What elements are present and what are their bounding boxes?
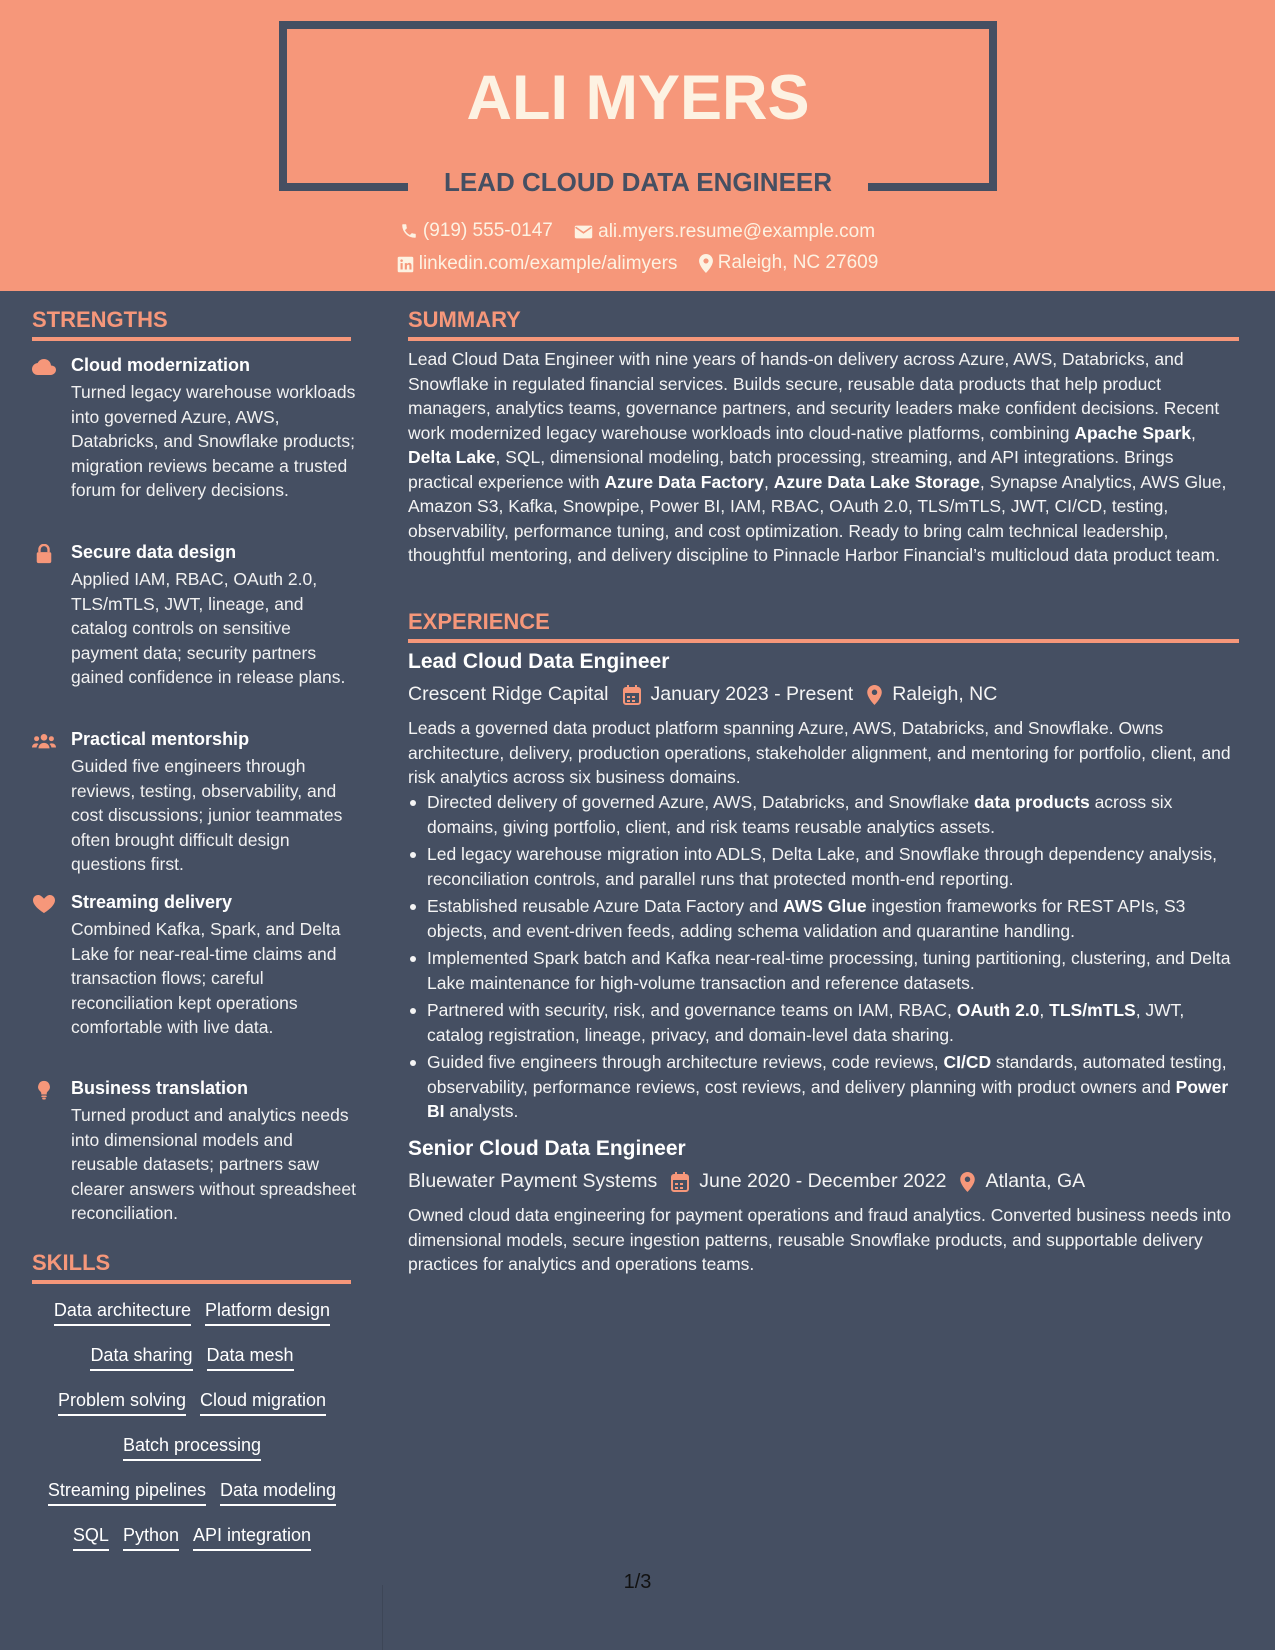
candidate-name: ALI MYERS (466, 63, 810, 133)
list-item: Partnered with security, risk, and governance teams on IAM, RBAC, OAuth 2.0, TLS/mTLS, JWT, catalog registration, lineage, privacy, and domain-level data sharing. (408, 998, 1238, 1047)
envelope-icon (574, 224, 593, 240)
skill-row (32, 1345, 352, 1371)
skill-tag: Data mesh (207, 1345, 294, 1371)
skill-tag: Python (123, 1525, 179, 1551)
skill-row (32, 1435, 352, 1461)
skill-tag: Streaming pipelines (48, 1480, 206, 1506)
list-item: Guided five engineers through architecture reviews, code reviews, CI/CD standards, automated testing, observability, performance reviews, cost reviews, and delivery planning with product owners and Power BI analysts. (408, 1050, 1238, 1124)
experience-heading: EXPERIENCE (408, 609, 550, 634)
list-item: Led legacy warehouse migration into ADLS, Delta Lake, and Snowflake through dependency analysis, reconciliation controls, and parallel runs that protected month-end reporting. (408, 842, 1238, 891)
contact-row-1 (0, 220, 1275, 246)
summary-heading: SUMMARY (408, 307, 521, 332)
contact-location: Raleigh, NC 27609 (699, 252, 879, 274)
job-dates: June 2020 - December 2022 (699, 1170, 947, 1192)
lightbulb-icon (32, 1080, 56, 1100)
strengths-rule (32, 337, 351, 341)
job-description: Owned cloud data engineering for payment operations and fraud analytics. Converted business needs into dimensional models, secure ingestion patterns, reusable Snowflake products, and supportable delivery practices for analytics and operations teams. (408, 1205, 1232, 1274)
skill-row (32, 1300, 352, 1326)
contact-linkedin[interactable]: linkedin.com/example/alimyers (397, 253, 678, 275)
list-item: Implemented Spark batch and Kafka near-real-time processing, tuning partitioning, clustering, and Delta Lake maintenance for high-volume transaction and reference datasets. (408, 946, 1238, 995)
job-title: Senior Cloud Data Engineer (408, 1137, 686, 1160)
skill-tag: Batch processing (123, 1435, 261, 1461)
skill-row (32, 1525, 352, 1551)
job-location: Atlanta, GA (985, 1170, 1086, 1192)
candidate-title: LEAD CLOUD DATA ENGINEER (443, 167, 833, 197)
strengths-heading: STRENGTHS (32, 307, 168, 332)
lock-icon (32, 544, 56, 564)
experience-rule (408, 639, 1239, 643)
heart-icon (32, 894, 56, 914)
job-dates: January 2023 - Present (650, 683, 854, 705)
job-company: Bluewater Payment Systems (408, 1170, 658, 1192)
skill-tag: Data architecture (54, 1300, 191, 1326)
phone-icon (400, 222, 418, 240)
job-bullets (408, 790, 1238, 1127)
skill-tag: Problem solving (58, 1390, 186, 1416)
calendar-icon (671, 1172, 689, 1192)
map-pin-icon (960, 1172, 975, 1192)
skill-tag: API integration (193, 1525, 311, 1551)
skill-row (32, 1390, 352, 1416)
skill-tag: Platform design (205, 1300, 330, 1326)
skills-rule (32, 1280, 351, 1284)
job-location: Raleigh, NC (892, 683, 998, 705)
skill-tag: Cloud migration (200, 1390, 326, 1416)
job-title: Lead Cloud Data Engineer (408, 650, 670, 673)
summary-text: Lead Cloud Data Engineer with nine years of hands-on delivery across Azure, AWS, Databricks, and Snowflake in regulated financial services. Builds secure, reusable data products that help product managers, analytics teams, governance partners, and security leaders make confident decisions. Recent work modernized legacy warehouse workloads into cloud-native platforms, combining Apache Spark, Delta Lake, SQL, dimensional modeling, batch processing, streaming, and API integrations. Brings practical experience with Azure Data Factory, Azure Data Lake Storage, Synapse Analytics, AWS Glue, Amazon S3, Kafka, Snowpipe, Power BI, IAM, RBAC, OAuth 2.0, TLS/mTLS, JWT, CI/CD, testing, observability, performance tuning, and cost optimization. Ready to bring calm technical leadership, thoughtful mentoring, and delivery discipline to Pinnacle Harbor Financial’s multicloud data product team. (408, 349, 1227, 565)
job-company: Crescent Ridge Capital (408, 683, 609, 705)
list-item: Established reusable Azure Data Factory and AWS Glue ingestion frameworks for REST APIs, S3 objects, and event-driven feeds, adding schema validation and quarantine handling. (408, 894, 1238, 943)
summary-rule (408, 337, 1239, 341)
map-pin-icon (867, 685, 882, 705)
cloud-icon (32, 357, 56, 377)
job-description: Leads a governed data product platform spanning Azure, AWS, Databricks, and Snowflake. Owns architecture, delivery, production operations, stakeholder alignment, and mentoring for portfolio, client, and risk analytics across six business domains. (408, 718, 1231, 787)
resume-header (0, 0, 1275, 291)
list-item: Directed delivery of governed Azure, AWS, Databricks, and Snowflake data products across six domains, giving portfolio, client, and risk teams reusable analytics assets. (408, 790, 1238, 839)
job-meta (408, 683, 997, 706)
linkedin-icon (397, 256, 414, 273)
skill-tag: Data modeling (220, 1480, 336, 1506)
skill-row (32, 1480, 352, 1506)
page-number: 1/3 (623, 1571, 652, 1593)
skills-heading: SKILLS (32, 1250, 111, 1275)
map-pin-icon (699, 254, 713, 273)
skill-tag: SQL (73, 1525, 109, 1551)
job-meta (408, 1170, 1085, 1193)
contact-email[interactable]: ali.myers.resume@example.com (574, 221, 875, 243)
contact-row-2 (0, 252, 1275, 279)
calendar-icon (623, 685, 641, 705)
users-icon (32, 731, 56, 751)
contact-phone[interactable]: (919) 555-0147 (400, 220, 553, 242)
skill-tag: Data sharing (90, 1345, 192, 1371)
